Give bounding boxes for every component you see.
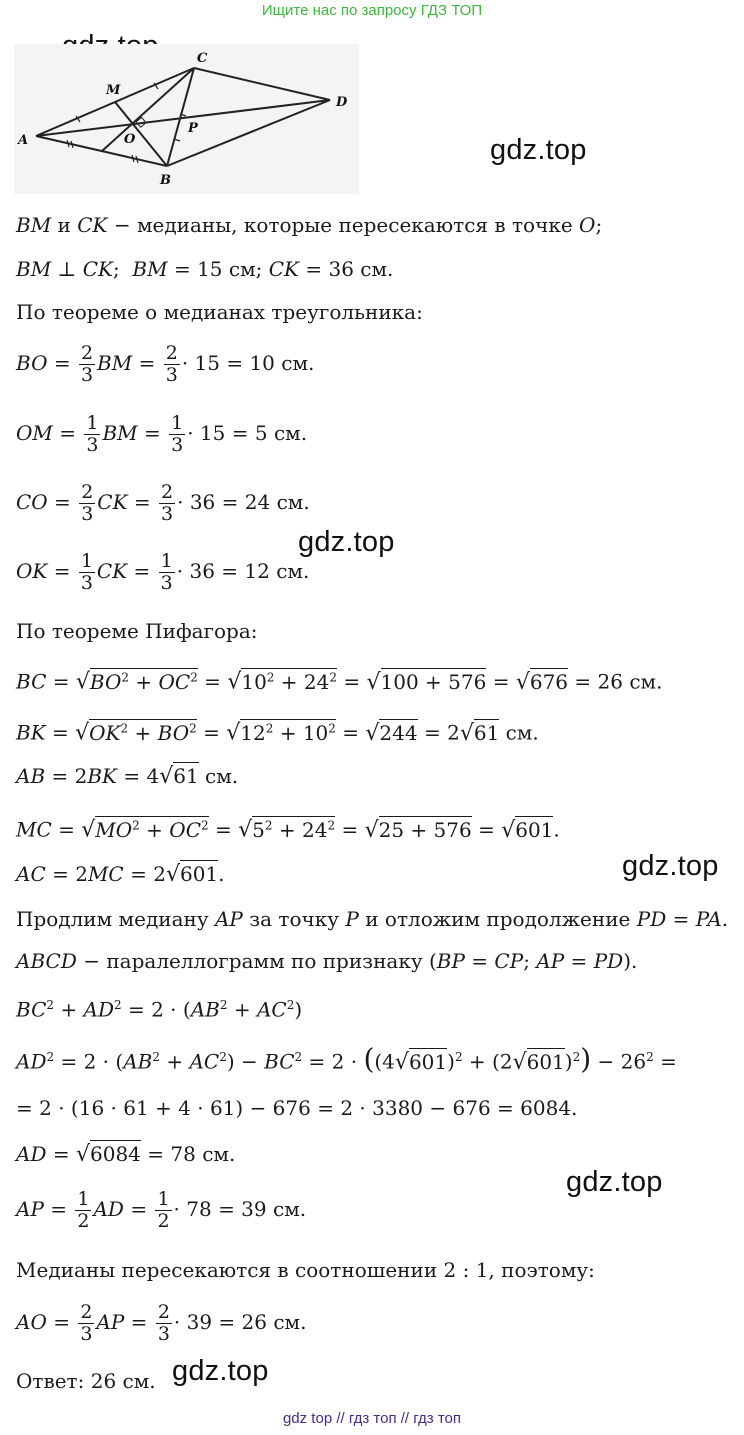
eq-ad-squared-cont: = 2 · (16 · 61 + 4 · 61) − 676 = 2 · 3380 − 676 = 6084. — [16, 1096, 578, 1120]
eq-ao: AO = $\frac{2}{3}$ AP = $\frac{2}{3}$ · 39 = 26 см. — [16, 1301, 307, 1345]
eq-ap: AP = $\frac{1}{2}$ AD = $\frac{1}{2}$ · 78 = 39 см. — [16, 1188, 307, 1232]
pythagoras-heading: По теореме Пифагора: — [16, 619, 258, 643]
label-a: A — [18, 133, 29, 148]
given-medians: BM и CK − медианы, которые пересекаются в точке O; — [16, 213, 603, 237]
search-banner[interactable]: Ищите нас по запросу ГДЗ ТОП — [261, 2, 483, 19]
eq-co: CO = $\frac{2}{3}$ CK = $\frac{2}{3}$ · 36 = 24 см. — [16, 481, 310, 525]
given-lengths: BM ⊥ CK; BM = 15 см; CK = 36 см. — [16, 257, 394, 281]
watermark: gdz.top — [566, 1166, 663, 1198]
geometry-figure — [14, 44, 359, 194]
eq-ad-squared: $AD^2 = 2 \cdot (AB^2 + AC^2) - BC^2 = 2 \cdot ((4√601)^2 + (2√601)^2) - 26^2$ = — [16, 1042, 677, 1076]
eq-bk: BK = $√OK^2 + BO^2 = √12^2 + 10^2 = √244 = 2√61$ см. — [16, 720, 539, 746]
extend-median: Продлим медиану AP за точку P и отложим продолжение PD = PA. — [16, 907, 729, 931]
watermark: gdz.top — [298, 526, 395, 558]
label-d: D — [336, 95, 348, 110]
eq-mc: MC = $√MO^2 + OC^2 = √5^2 + 24^2 = √25 + 576 = √601$. — [16, 817, 560, 843]
eq-ab: AB = 2BK = 4√61 см. — [16, 764, 239, 789]
eq-om: OM = $\frac{1}{3}$ BM = $\frac{1}{3}$ · 15 = 5 см. — [16, 412, 308, 456]
answer: Ответ: 26 см. — [16, 1369, 156, 1393]
label-o: O — [124, 132, 136, 147]
parallelogram-line: ABCD − паралеллограмм по признаку (BP = CP; AP = PD). — [16, 949, 638, 973]
label-m: M — [106, 83, 121, 98]
eq-parallelogram-identity: $BC^2 + AD^2 = 2 \cdot (AB^2 + AC^2)$ — [16, 997, 303, 1022]
ratio-line: Медианы пересекаются в соотношении 2 : 1, поэтому: — [16, 1258, 595, 1282]
footer-links[interactable]: gdz top // гдз топ // гдз топ — [282, 1410, 462, 1427]
median-theorem-heading: По теореме о медианах треугольника: — [16, 300, 423, 324]
watermark: gdz.top — [622, 850, 719, 882]
label-p: P — [188, 121, 198, 136]
eq-ac: AC = 2MC = 2√601. — [16, 862, 225, 887]
watermark: gdz.top — [172, 1355, 269, 1387]
label-c: C — [197, 51, 208, 66]
eq-ok: OK = $\frac{1}{3}$ CK = $\frac{1}{3}$ · 36 = 12 см. — [16, 550, 310, 594]
eq-bo: BO = $\frac{2}{3}$ BM = $\frac{2}{3}$ · 15 = 10 см. — [16, 342, 315, 386]
label-b: B — [160, 173, 171, 188]
watermark: gdz.top — [490, 134, 587, 166]
eq-bc: BC = $√BO^2 + OC^2 = √10^2 + 24^2 = √100 + 576 = √676 = 26$ см. — [16, 669, 663, 695]
eq-ad: AD = √6084 = 78 см. — [16, 1142, 236, 1167]
